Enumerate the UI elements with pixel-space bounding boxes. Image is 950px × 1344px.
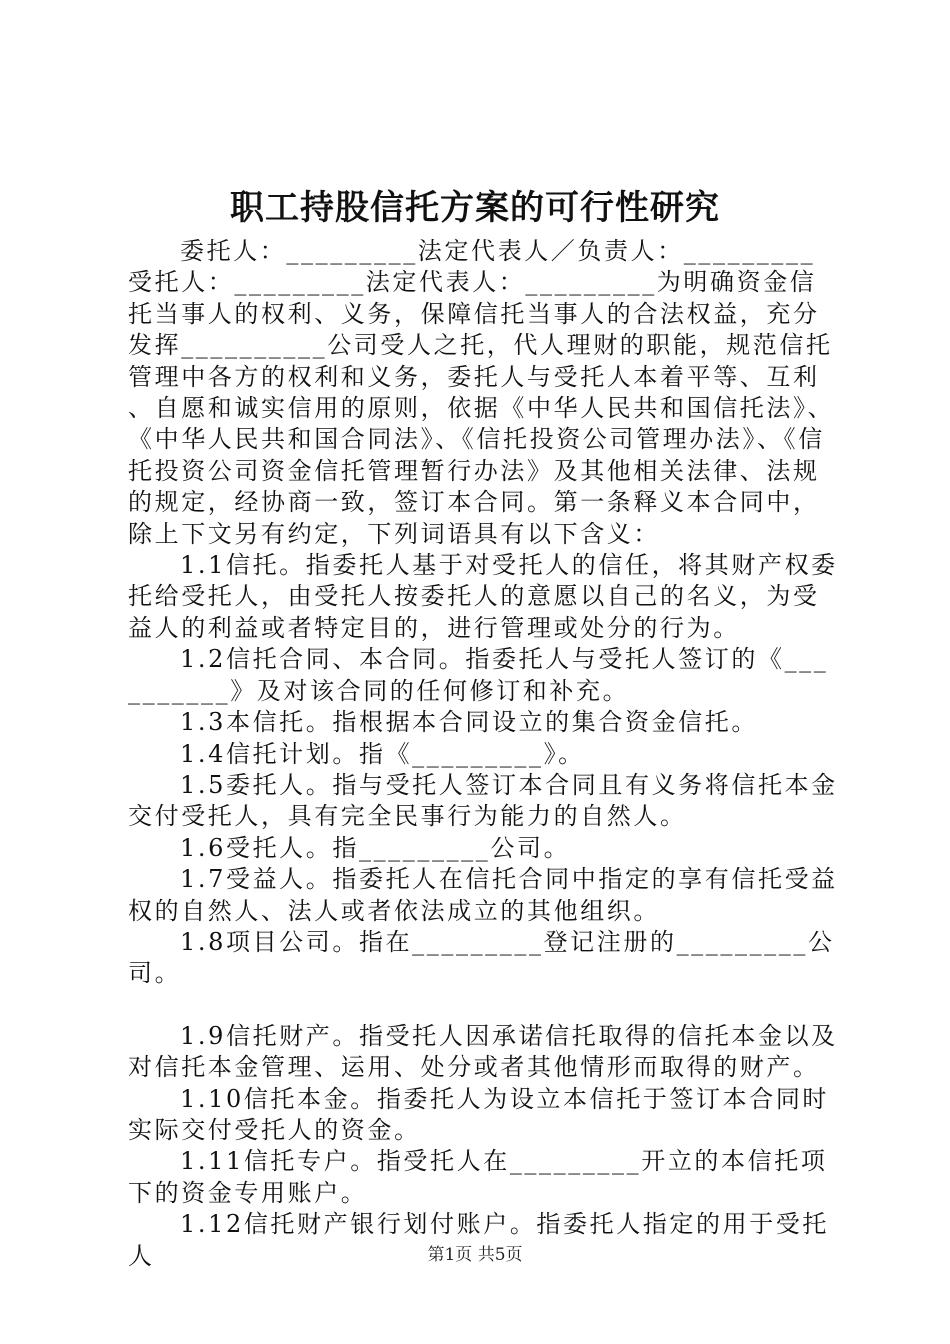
paragraph-1-3: 1.3本信托。指根据本合同设立的集合资金信托。: [180, 708, 758, 737]
paragraph-1-11: 1.11信托专户。指受托人在_________开立的本信托项下的资金专用账户。: [128, 1147, 828, 1207]
paragraph-1-9: 1.9信托财产。指受托人因承诺信托取得的信托本金以及对信托本金管理、运用、处分或者其他情形而取得的财产。: [128, 1021, 838, 1082]
paragraph-1-7: 1.7受益人。指委托人在信托合同中指定的享有信托受益权的自然人、法人或者依法成立的其他组织。: [128, 865, 838, 925]
paragraph-1-2: 1.2信托合同、本合同。指委托人与受托人签订的《__________》及对该合同的任何修订和补充。: [128, 645, 829, 705]
paragraph-1-8: 1.8项目公司。指在_________登记注册的_________公司。: [128, 927, 835, 988]
paragraph-preamble: 委托人：_________法定代表人／负责人：_________受托人：_________法定代表人：_________为明确资金信托当事人的权利、义务，保障信托当事人的合法权益，充分发挥__________公司受人之托，代人理财的职能，规范信托管理中各方的权利和义务，委托人与受托人本着平等、互利、自愿和诚实信用的原则，依据《中华人民共和国信托法》、《中华人民共和国合同法》、《信托投资公司管理办法》、《信托投资公司资金信托管理暂行办法》及其他相关法律、法规的规定，经协商一致，签订本合同。第一条释义本合同中，除上下文另有约定，下列词语具有以下含义：: [128, 237, 835, 548]
paragraph-1-10: 1.10信托本金。指委托人为设立本信托于签订本合同时实际交付受托人的资金。: [128, 1084, 830, 1144]
paragraph-1-5: 1.5委托人。指与受托人签订本合同且有义务将信托本金交付受托人，具有完全民事行为能力的自然人。: [128, 770, 838, 831]
document-body: [128, 236, 838, 1272]
paragraph-1-4: 1.4信托计划。指《_________》。: [180, 739, 585, 768]
document-title: 职工持股信托方案的可行性研究: [230, 188, 720, 228]
paragraph-1-12: 1.12信托财产银行划付账户。指委托人指定的用于受托人: [128, 1210, 830, 1270]
page-number-footer: 第1页 共5页: [427, 1245, 523, 1265]
paragraph-1-1: 1.1信托。指委托人基于对受托人的信任，将其财产权委托给受托人，由受托人按委托人的意愿以自己的名义，为受益人的利益或者特定目的，进行管理或处分的行为。: [128, 551, 838, 642]
paragraph-1-6: 1.6受托人。指_________公司。: [180, 833, 571, 862]
